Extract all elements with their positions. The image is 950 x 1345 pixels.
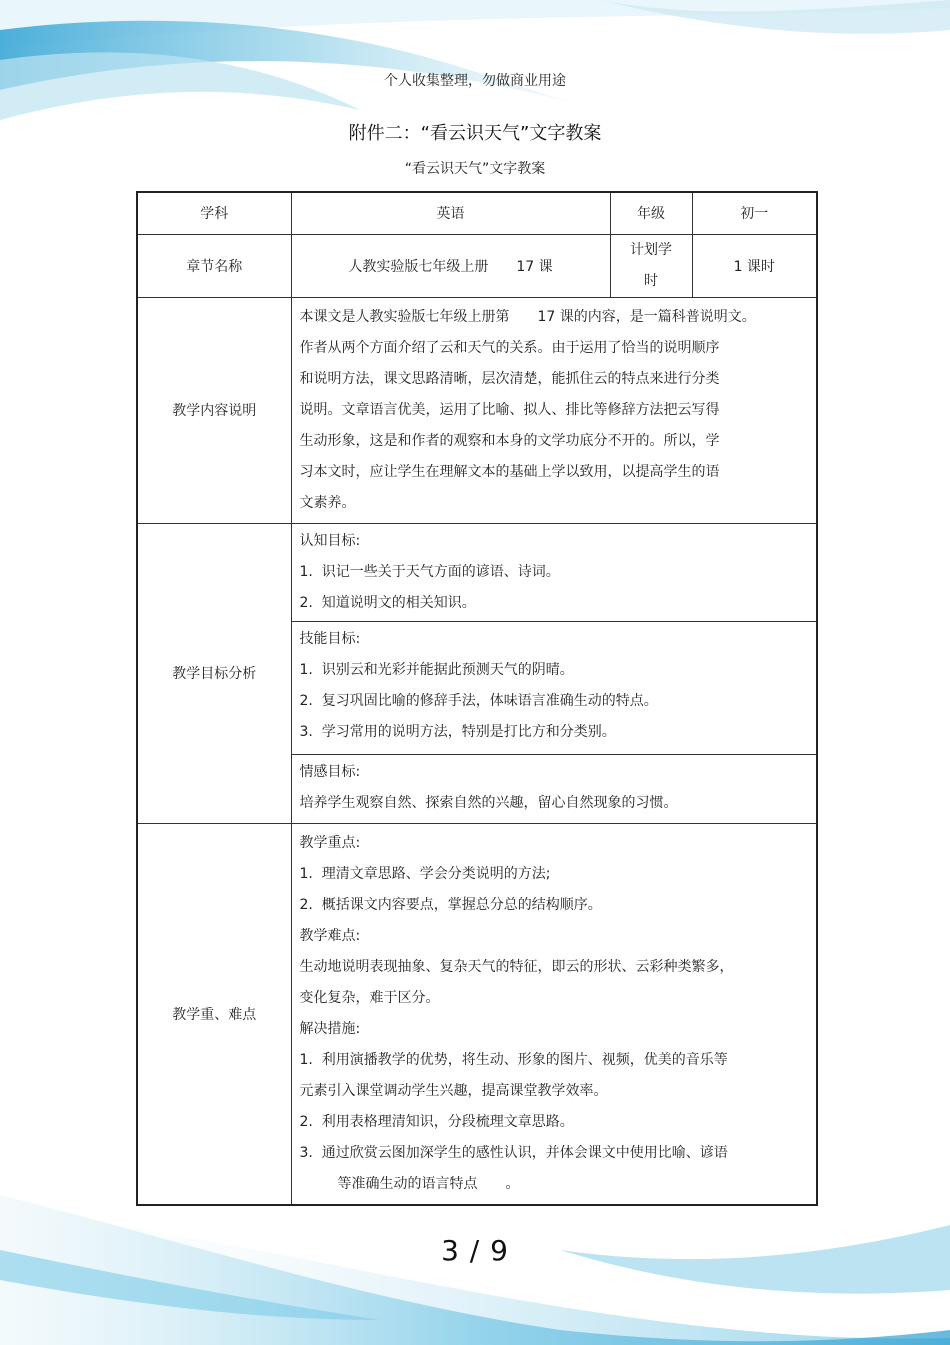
content-line: 和说明方法，课文思路清晰，层次清楚，能抓住云的特点来进行分类 (299, 370, 720, 387)
keypoints-line: 教学重点: (299, 834, 361, 851)
keypoints-line: 解决措施: (299, 1020, 361, 1037)
page-number: 3 / 9 (441, 1234, 509, 1267)
planned-hours-label-line1: 计划学 (630, 241, 672, 258)
table-row-content (137, 297, 817, 523)
content-description (291, 297, 817, 523)
watermark-text: 个人收集整理，勿做商业用途 (384, 73, 566, 89)
table-row-chapter (137, 234, 817, 297)
keypoints-line: 生动地说明表现抽象、复杂天气的特征，即云的形状、云彩种类繁多， (299, 958, 734, 975)
table-row-subject (137, 192, 817, 234)
chapter-value: 人教实验版七年级上册 17 课 (291, 234, 610, 297)
subject-value: 英语 (291, 192, 610, 234)
skill-goals-heading: 技能目标: (299, 630, 361, 647)
goals-label: 教学目标分析 (137, 523, 291, 823)
content-line: 文素养。 (299, 494, 356, 511)
keypoints-line: 变化复杂，难于区分。 (299, 989, 440, 1006)
keypoints-line: 2. 概括课文内容要点，掌握总分总的结构顺序。 (299, 896, 602, 913)
keypoints-line: 元素引入课堂调动学生兴趣，提高课堂教学效率。 (299, 1082, 608, 1099)
skill-goal-item: 1. 识别云和光彩并能据此预测天气的阴晴。 (299, 661, 574, 678)
goals-cell (291, 523, 817, 823)
chapter-label: 章节名称 (137, 234, 291, 297)
content-line: 习本文时，应让学生在理解文本的基础上学以致用，以提高学生的语 (299, 463, 720, 480)
content-line: 作者从两个方面介绍了云和天气的关系。由于运用了恰当的说明顺序 (299, 339, 720, 356)
planned-hours-label-line2: 时 (644, 272, 658, 289)
document-subtitle: “看云识天气”文字教案 (404, 161, 546, 177)
keypoints-line: 2. 利用表格理清知识，分段梳理文章思路。 (299, 1113, 574, 1130)
skill-goal-item: 3. 学习常用的说明方法，特别是打比方和分类别。 (299, 723, 616, 740)
cognitive-goals-heading: 认知目标: (299, 532, 361, 549)
keypoints-line: 1. 理清文章思路、学会分类说明的方法; (299, 865, 551, 882)
grade-value: 初一 (692, 192, 817, 234)
emotion-goals (292, 755, 817, 823)
table-row-goals (137, 523, 817, 823)
cognitive-goals (292, 524, 817, 622)
subject-label: 学科 (137, 192, 291, 234)
emotion-goal-item: 培养学生观察自然、探索自然的兴趣，留心自然现象的习惯。 (299, 794, 678, 811)
grade-label: 年级 (610, 192, 692, 234)
table-row-keypoints (137, 823, 817, 1205)
content-line: 生动形象，这是和作者的观察和本身的文学功底分不开的。所以，学 (299, 432, 720, 449)
keypoints-label: 教学重、难点 (137, 823, 291, 1205)
cognitive-goal-item: 2. 知道说明文的相关知识。 (299, 594, 476, 611)
keypoints-cell (291, 823, 817, 1205)
keypoints-line: 3. 通过欣赏云图加深学生的感性认识，并体会课文中使用比喻、谚语 (299, 1144, 728, 1161)
skill-goal-item: 2. 复习巩固比喻的修辞手法，体味语言准确生动的特点。 (299, 692, 658, 709)
keypoints-line: 教学难点: (299, 927, 361, 944)
emotion-goals-heading: 情感目标: (299, 763, 361, 780)
keypoints-line: 1. 利用演播教学的优势，将生动、形象的图片、视频，优美的音乐等 (299, 1051, 728, 1068)
content-line: 说明。文章语言优美，运用了比喻、拟人、排比等修辞方法把云写得 (299, 401, 720, 418)
lesson-plan-table (136, 191, 818, 1206)
keypoints-last-line: 等准确生动的语言特点 。 (337, 1175, 520, 1192)
content-line: 本课文是人教实验版七年级上册第 17 课的内容，是一篇科普说明文。 (299, 308, 756, 325)
skill-goals (292, 622, 817, 755)
content-label: 教学内容说明 (137, 297, 291, 523)
planned-hours-value: 1 课时 (692, 234, 817, 297)
document-title: 附件二：“看云识天气”文字教案 (348, 123, 602, 144)
planned-hours-label (610, 234, 692, 297)
cognitive-goal-item: 1. 识记一些关于天气方面的谚语、诗词。 (299, 563, 560, 580)
